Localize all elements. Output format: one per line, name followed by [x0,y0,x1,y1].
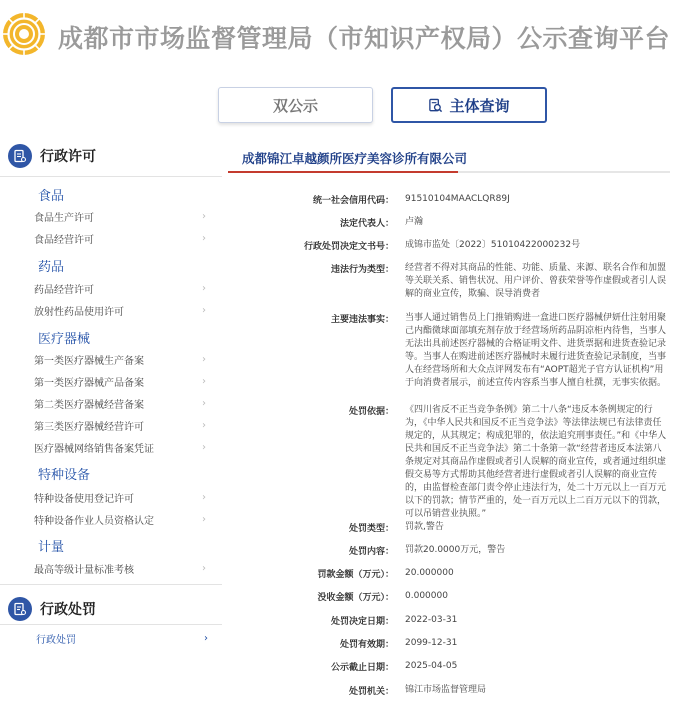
sidebar-category-food: 食品 [38,189,65,204]
tab-entity-query[interactable] [391,87,547,123]
sidebar-item-admin-penalty[interactable]: 行政处罚 › [36,632,208,646]
license-icon [8,144,32,168]
chevron-right-icon: › [202,282,206,294]
sidebar-item-class1-production[interactable]: 第一类医疗器械生产备案 › [34,353,206,367]
sidebar-item-class1-product[interactable]: 第一类医疗器械产品备案 › [34,375,206,389]
sidebar-item-food-production[interactable]: 食品生产许可 › [34,210,206,224]
sidebar [0,138,222,703]
sidebar-item-metrology-standard[interactable]: 最高等级计量标准考核 › [34,562,206,576]
sidebar-section-title: 行政许可 [40,149,96,165]
chevron-right-icon: › [202,232,206,244]
sidebar-section-admin-license[interactable] [8,144,96,168]
chevron-right-icon: › [202,375,206,387]
chevron-right-icon: › [202,353,206,365]
chevron-right-icon: › [202,304,206,316]
sidebar-item-class3-business[interactable]: 第三类医疗器械经营许可 › [34,419,206,433]
chevron-right-icon: › [202,513,206,525]
city-emblem-icon [2,12,46,56]
sidebar-item-drug-business[interactable]: 药品经营许可 › [34,282,206,296]
tab-entity-query-label: 主体查询 [449,96,510,115]
site-header [0,0,678,75]
divider [0,176,222,177]
sidebar-category-metrology: 计量 [38,540,65,555]
sidebar-category-drug: 药品 [38,260,65,275]
sidebar-category-medical-device: 医疗器械 [38,332,91,347]
chevron-right-icon: › [202,441,206,453]
chevron-right-icon: › [204,632,208,644]
company-underline [228,171,670,173]
penalty-icon [8,597,32,621]
sidebar-item-operator-qualification[interactable]: 特种设备作业人员资格认定 › [34,513,206,527]
chevron-right-icon: › [202,562,206,574]
tab-double-public-label: 双公示 [272,96,318,115]
chevron-right-icon: › [202,491,206,503]
sidebar-section-title: 行政处罚 [40,602,96,618]
site-title: 成都市市场监督管理局（市知识产权局）公示查询平台 [58,24,671,53]
sidebar-item-radioactive-drug[interactable]: 放射性药品使用许可 › [34,304,206,318]
chevron-right-icon: › [202,419,206,431]
divider [0,624,222,625]
search-document-icon [428,98,443,113]
sidebar-item-online-sales[interactable]: 医疗器械网络销售备案凭证 › [34,441,206,455]
divider [0,584,222,585]
penalty-detail-panel: 成都锦江卓越颜所医疗美容诊所有限公司 统一社会信用代码： 91510104MAACLQR89J 法定代表人： 卢瀚 行政处罚决定文书号： 成锦市监处〔2022〕51010422000232号 违法行为类型： 经营者不得对其商品的性能、功能、质量、来源、联名合作和加盟等关联关系、销售状况、用户评价、曾获荣誉等作虚假或者引人误解的商业宣传，欺骗、误导消费者 主要违法事实： 当事人通过销售员上门推销购进一盒进口医疗器械伊妍仕注射用聚己内酯微球面部填充剂存放于经营场所药品阴凉柜内待售，当事人无法出具前述医疗器械的合格证明文件、进货票据和进货查验记录等。当事人在购进前述医疗器械时未履行进货查验记录制度，当事人在经营场所和大众点评网发布有“AOPT超光子官方认证机构”用于向消费者展示，前述宣传内容系当事人擅自杜撰，无事实依据。 处罚依据： 《四川省反不正当竞争条例》第二十八条“违反本条例规定的行为，《中华人民共和国反不正当竞争法》等法律法规已有法律责任规定的，从其规定；构成犯罪的，依法追究刑事责任。”和《中华人民共和国反不正当竞争法》第二十条第一款“经营者违反本法第八条规定对其商品作虚假或者引人误解的商业宣传，或者通过组织虚假交易等方式帮助其他经营者进行虚假或者引人误解的商业宣传的，由监督检查部门责令停止违法行为，处二十万元以上一百万元以下的罚款；情节严重的，处一百万元以上二百万元以下的罚款，可以吊销营业执照。” 处罚类型： 罚款,警告 处罚内容： 罚款20.0000万元，警告 罚款金额（万元）： 20.000000 没收金额（万元）： 0.000000 处罚决定日期： 2022-03-31 处罚有效期： 2099-12-31 公示截止日期： 2025-04-05 处罚机关： 锦江市场监督管理局 [228,138,678,703]
chevron-right-icon: › [202,397,206,409]
sidebar-item-class2-business[interactable]: 第二类医疗器械经营备案 › [34,397,206,411]
company-name: 成都锦江卓越颜所医疗美容诊所有限公司 [242,151,468,166]
sidebar-item-food-business[interactable]: 食品经营许可 › [34,232,206,246]
sidebar-item-equipment-registration[interactable]: 特种设备使用登记许可 › [34,491,206,505]
sidebar-category-special-equipment: 特种设备 [38,468,91,483]
sidebar-section-admin-penalty[interactable] [8,597,96,621]
chevron-right-icon: › [202,210,206,222]
tab-double-public[interactable] [218,87,373,123]
